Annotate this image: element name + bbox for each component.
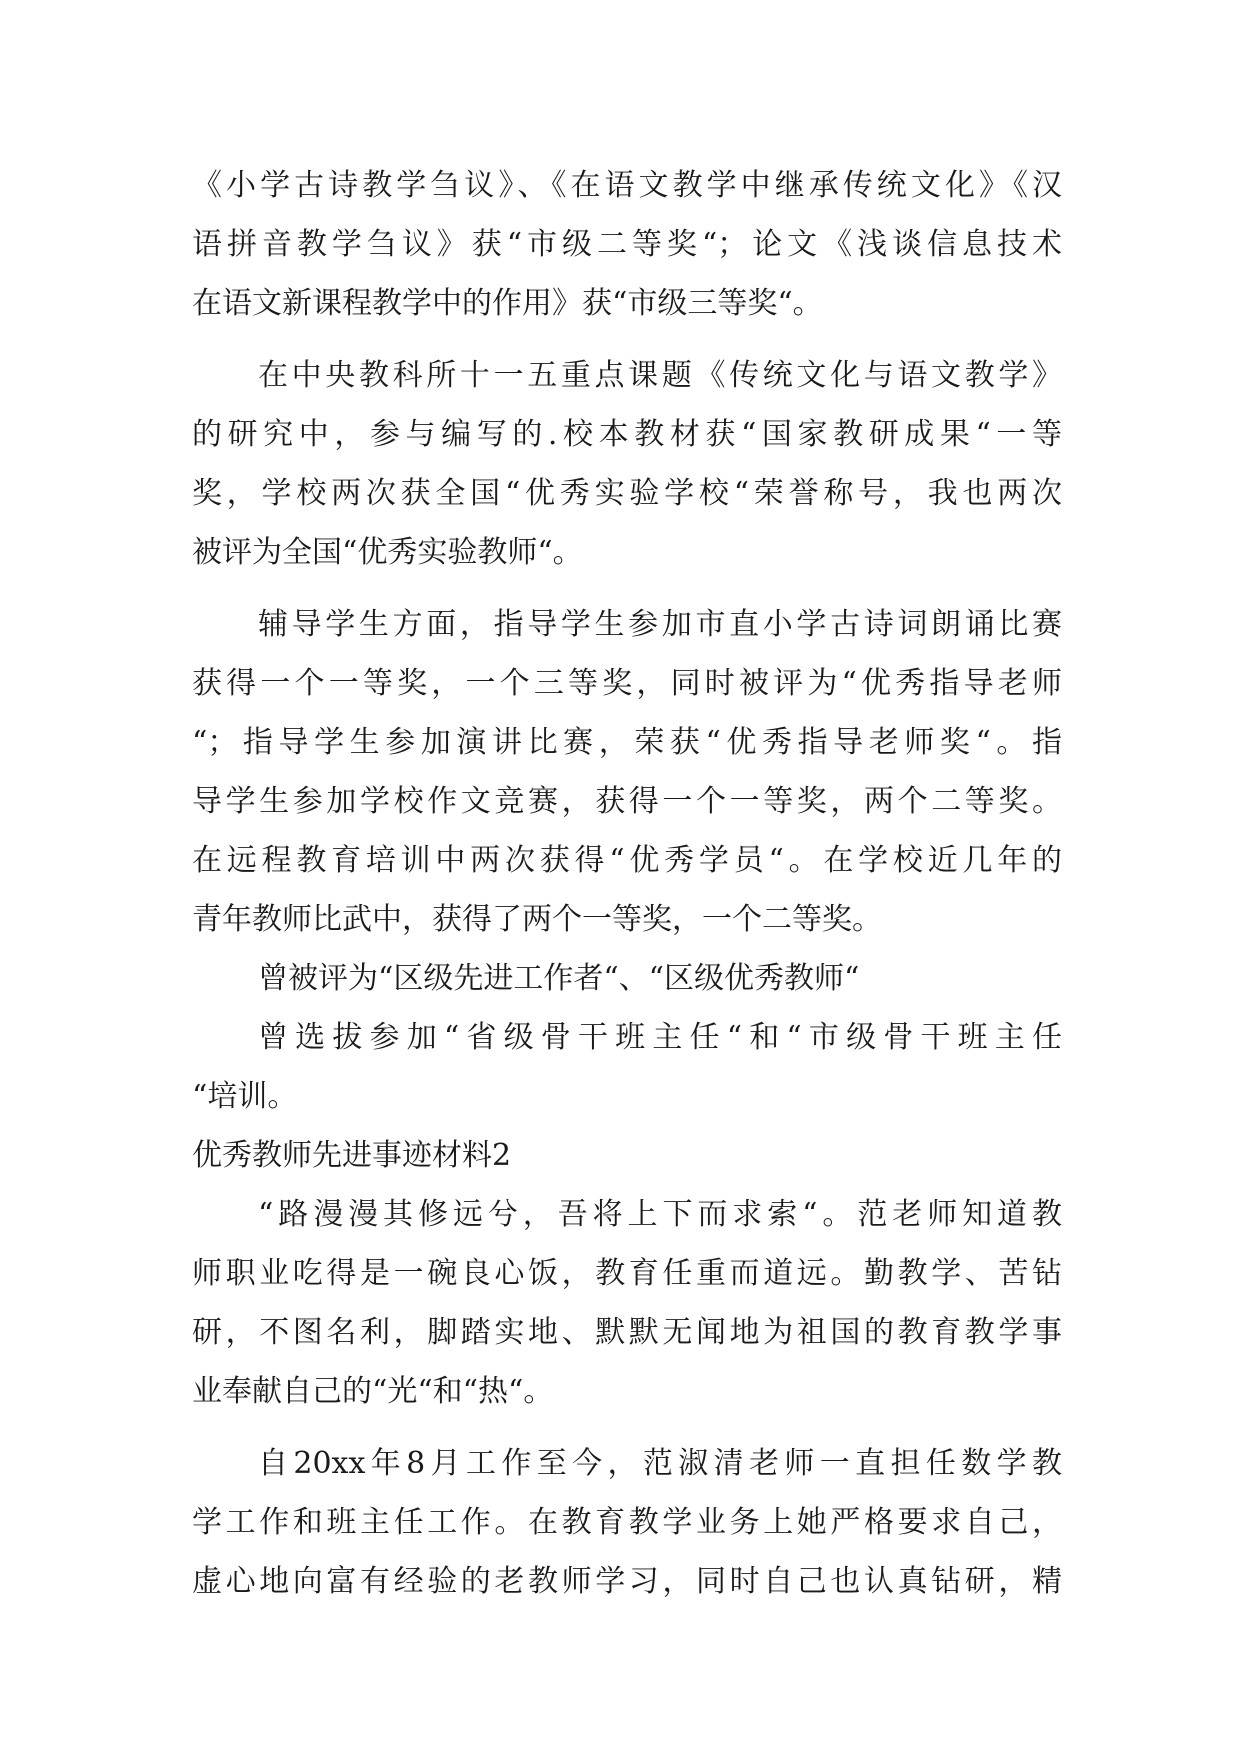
text-line: 青年教师比武中，获得了两个一等奖，一个二等奖。 [192,902,882,937]
text-line: 在中央教科所十一五重点课题《传统文化与语文教学》 [258,358,1062,393]
text-line: 奖，学校两次获全国“优秀实验学校“荣誉称号，我也两次 [192,476,1062,511]
text-line: 获得一个一等奖，一个三等奖，同时被评为“优秀指导老师 [192,666,1062,701]
text-line: “培训。 [192,1079,298,1114]
text-line: 研，不图名利，脚踏实地、默默无闻地为祖国的教育教学事 [192,1315,1062,1350]
text-line: 的研究中，参与编写的.校本教材获“国家教研成果“一等 [192,417,1062,452]
document-body [192,156,1062,1611]
text-line: 导学生参加学校作文竞赛，获得一个一等奖，两个二等奖。 [192,784,1062,819]
text-line: “；指导学生参加演讲比赛，荣获“优秀指导老师奖“。指 [192,725,1062,760]
text-line: 师职业吃得是一碗良心饭，教育任重而道远。勤教学、苦钻 [192,1256,1062,1291]
text-line: 业奉献自己的“光“和“热“。 [192,1374,554,1409]
section-heading: 优秀教师先进事迹材料2 [192,1138,512,1173]
text-line: 《小学古诗教学刍议》、《在语文教学中继承传统文化》《汉 [192,168,1062,203]
text-line: 辅导学生方面，指导学生参加市直小学古诗词朗诵比赛 [258,607,1062,642]
text-line: 语拼音教学刍议》获“市级二等奖“；论文《浅谈信息技术 [192,227,1062,262]
text-line: 曾选拔参加“省级骨干班主任“和“市级骨干班主任 [258,1020,1062,1055]
text-line: 被评为全国“优秀实验教师“。 [192,535,583,570]
text-line: 在语文新课程教学中的作用》获“市级三等奖“。 [192,286,823,321]
text-line: 曾被评为“区级先进工作者“、“区级优秀教师“ [258,961,860,996]
text-line: 学工作和班主任工作。在教育教学业务上她严格要求自己， [192,1505,1062,1540]
text-line: 虚心地向富有经验的老教师学习，同时自己也认真钻研，精 [192,1564,1062,1599]
text-line: 在远程教育培训中两次获得“优秀学员“。在学校近几年的 [192,843,1062,878]
text-line: “路漫漫其修远兮，吾将上下而求索“。范老师知道教 [258,1197,1062,1232]
text-line: 自20xx年8月工作至今，范淑清老师一直担任数学教 [258,1446,1062,1481]
